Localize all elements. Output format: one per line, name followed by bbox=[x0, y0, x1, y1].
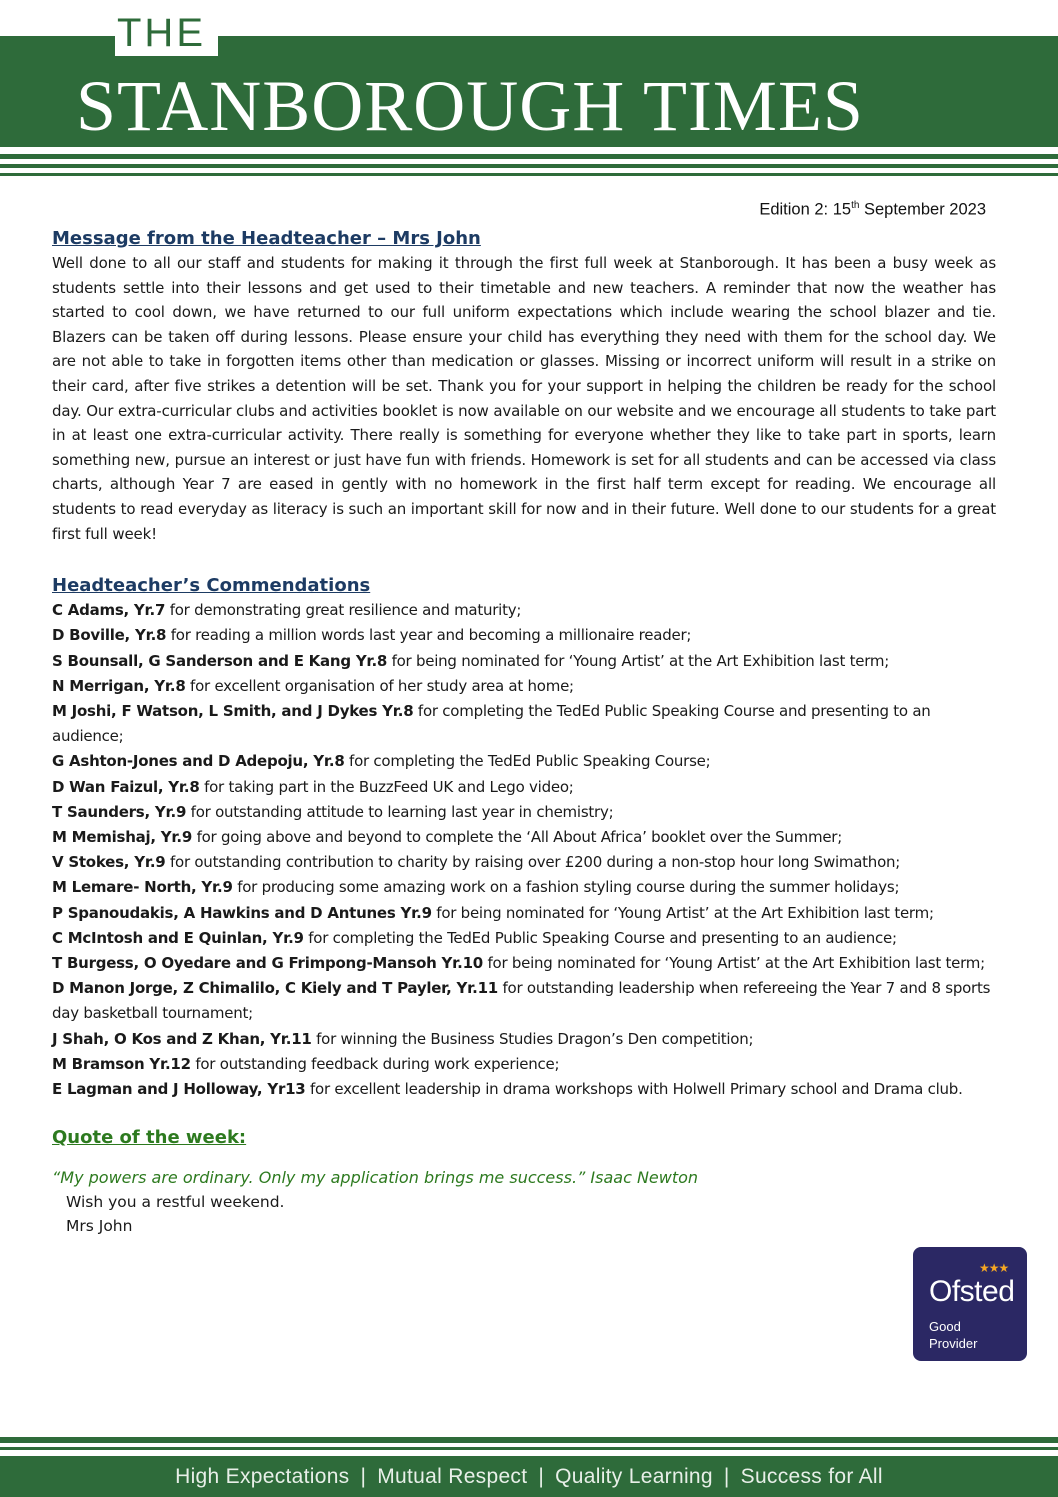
footer-value: Success for All bbox=[740, 1464, 883, 1488]
footer-value: High Expectations bbox=[175, 1464, 350, 1488]
footer-value: Quality Learning bbox=[555, 1464, 713, 1488]
commendation-reason: for going above and beyond to complete the ‘All About Africa’ booklet over the Summer; bbox=[192, 827, 843, 846]
commendation-reason: for demonstrating great resilience and maturity; bbox=[165, 601, 522, 620]
commendation-reason: for completing the TedEd Public Speaking Course; bbox=[344, 752, 711, 771]
commendation-names: E Lagman and J Holloway, Yr13 bbox=[52, 1079, 306, 1098]
commendations-list bbox=[52, 598, 996, 1102]
commendation-reason: for being nominated for ‘Young Artist’ at the Art Exhibition last term; bbox=[387, 651, 890, 670]
ofsted-logo-text: Ofsted bbox=[929, 1275, 1015, 1308]
commendation-reason: for completing the TedEd Public Speaking Course and presenting to an audience; bbox=[303, 928, 897, 947]
commendation-reason: for reading a million words last year and becoming a millionaire reader; bbox=[166, 626, 692, 645]
masthead bbox=[0, 0, 1058, 190]
commendations-heading: Headteacher’s Commendations bbox=[52, 575, 371, 597]
commendation-item bbox=[52, 901, 996, 926]
commendation-names: S Bounsall, G Sanderson and E Kang Yr.8 bbox=[52, 651, 388, 670]
commendation-reason: for outstanding contribution to charity by raising over £200 during a non-stop hour long Swimathon; bbox=[165, 853, 901, 872]
commendation-item bbox=[52, 951, 996, 976]
ofsted-stars-icon: ★★★ bbox=[979, 1261, 1009, 1275]
commendation-reason: for excellent leadership in drama workshops with Holwell Primary school and Drama club. bbox=[305, 1079, 963, 1098]
masthead-rule-3 bbox=[0, 173, 1058, 176]
commendation-names: J Shah, O Kos and Z Khan, Yr.11 bbox=[52, 1029, 312, 1048]
commendation-reason: for winning the Business Studies Dragon’s Den competition; bbox=[311, 1029, 754, 1048]
commendation-names: M Bramson Yr.12 bbox=[52, 1054, 191, 1073]
ofsted-rating-line1: Good bbox=[929, 1319, 961, 1334]
commendation-names: M Memishaj, Yr.9 bbox=[52, 827, 193, 846]
commendation-item bbox=[52, 875, 996, 900]
masthead-rule-2 bbox=[0, 164, 1058, 168]
commendation-item bbox=[52, 674, 996, 699]
footer-value: Mutual Respect bbox=[377, 1464, 528, 1488]
masthead-rule-1 bbox=[0, 154, 1058, 159]
quote-text: “My powers are ordinary. Only my application brings me success.” Isaac Newton bbox=[52, 1168, 699, 1188]
commendation-item bbox=[52, 825, 996, 850]
headteacher-message-body: Well done to all our staff and students for making it through the first full week at Stanborough. It has been a busy week as students settle into their lessons and get used to their timetable and new teachers. A reminder that now the weather has started to cool down, we have returned to our full uniform expectations which include wearing the school blazer and tie. Blazers can be taken off during lessons. Please ensure your child has everything they need with them for the school day. We are not able to take in forgotten items other than medication or glasses. Missing or incorrect uniform will result in a strike on their card, after five strikes a detention will be set. Thank you for your support in helping the children be ready for the school day. Our extra-curricular clubs and activities booklet is now available on our website and we encourage all students to take part in at least one extra-curricular activity. There really is something for everyone whether they like to take part in sports, learn something new, pursue an interest or just have fun with friends. Homework is set for all students and can be accessed via class charts, although Year 7 are eased in gently with no homework in the first half term except for reading. We encourage all students to read everyday as literacy is such an important skill for now and in their future. Well done to our students for a great first full week! bbox=[52, 254, 996, 543]
commendation-reason: for producing some amazing work on a fashion styling course during the summer holidays; bbox=[232, 878, 900, 897]
edition-date: Edition 2: 15th September 2023 bbox=[759, 200, 986, 219]
commendation-item bbox=[52, 649, 996, 674]
commendation-item bbox=[52, 699, 996, 749]
footer-rule-2 bbox=[0, 1447, 1058, 1450]
commendation-names: C Adams, Yr.7 bbox=[52, 601, 166, 620]
commendation-reason: for outstanding leadership when refereeing the Year 7 and 8 sports day basketball tournament; bbox=[52, 979, 991, 1023]
commendation-names: T Burgess, O Oyedare and G Frimpong-Mansoh Yr.10 bbox=[52, 953, 483, 972]
footer-values bbox=[0, 1456, 1058, 1497]
commendation-names: D Wan Faizul, Yr.8 bbox=[52, 777, 200, 796]
commendation-item bbox=[52, 800, 996, 825]
commendation-names: M Lemare- North, Yr.9 bbox=[52, 878, 233, 897]
commendation-names: G Ashton-Jones and D Adepoju, Yr.8 bbox=[52, 752, 345, 771]
ofsted-rating-line2: Provider bbox=[929, 1336, 978, 1351]
masthead-the: THE bbox=[115, 10, 218, 56]
commendation-item bbox=[52, 850, 996, 875]
commendation-item bbox=[52, 926, 996, 951]
commendation-names: V Stokes, Yr.9 bbox=[52, 853, 166, 872]
commendation-reason: for taking part in the BuzzFeed UK and Lego video; bbox=[199, 777, 574, 796]
commendation-item bbox=[52, 598, 996, 623]
commendation-reason: for being nominated for ‘Young Artist’ at the Art Exhibition last term; bbox=[482, 953, 985, 972]
commendation-names: P Spanoudakis, A Hawkins and D Antunes Yr.9 bbox=[52, 903, 432, 922]
commendation-item bbox=[52, 775, 996, 800]
headteacher-message-heading: Message from the Headteacher – Mrs John bbox=[52, 228, 481, 249]
commendation-names: M Joshi, F Watson, L Smith, and J Dykes Yr.8 bbox=[52, 701, 414, 720]
commendation-item bbox=[52, 623, 996, 648]
signoff-message: Wish you a restful weekend. bbox=[66, 1193, 285, 1212]
masthead-title: STANBOROUGH TIMES bbox=[76, 66, 864, 146]
commendation-names: T Saunders, Yr.9 bbox=[52, 802, 187, 821]
commendation-names: D Boville, Yr.8 bbox=[52, 626, 167, 645]
commendation-reason: for outstanding feedback during work experience; bbox=[190, 1054, 560, 1073]
commendation-reason: for excellent organisation of her study area at home; bbox=[185, 676, 574, 695]
commendation-names: N Merrigan, Yr.8 bbox=[52, 676, 186, 695]
footer-separator: | bbox=[538, 1464, 545, 1488]
commendation-names: D Manon Jorge, Z Chimalilo, C Kiely and T Payler, Yr.11 bbox=[52, 979, 498, 998]
commendation-reason: for being nominated for ‘Young Artist’ at the Art Exhibition last term; bbox=[431, 903, 934, 922]
footer-rule-1 bbox=[0, 1437, 1058, 1443]
commendation-names: C McIntosh and E Quinlan, Yr.9 bbox=[52, 928, 304, 947]
footer-separator: | bbox=[723, 1464, 730, 1488]
footer-separator: | bbox=[360, 1464, 367, 1488]
commendation-reason: for completing the TedEd Public Speaking Course and presenting to an audience; bbox=[52, 701, 931, 746]
quote-heading: Quote of the week: bbox=[52, 1127, 247, 1149]
commendation-reason: for outstanding attitude to learning last year in chemistry; bbox=[186, 802, 614, 821]
newsletter-content bbox=[52, 227, 996, 1238]
commendation-item bbox=[52, 1052, 996, 1077]
signoff-name: Mrs John bbox=[66, 1217, 133, 1236]
commendation-item bbox=[52, 749, 996, 774]
ofsted-badge bbox=[913, 1247, 1027, 1361]
commendation-item bbox=[52, 1027, 996, 1052]
commendation-item bbox=[52, 976, 996, 1026]
commendation-item bbox=[52, 1077, 996, 1102]
